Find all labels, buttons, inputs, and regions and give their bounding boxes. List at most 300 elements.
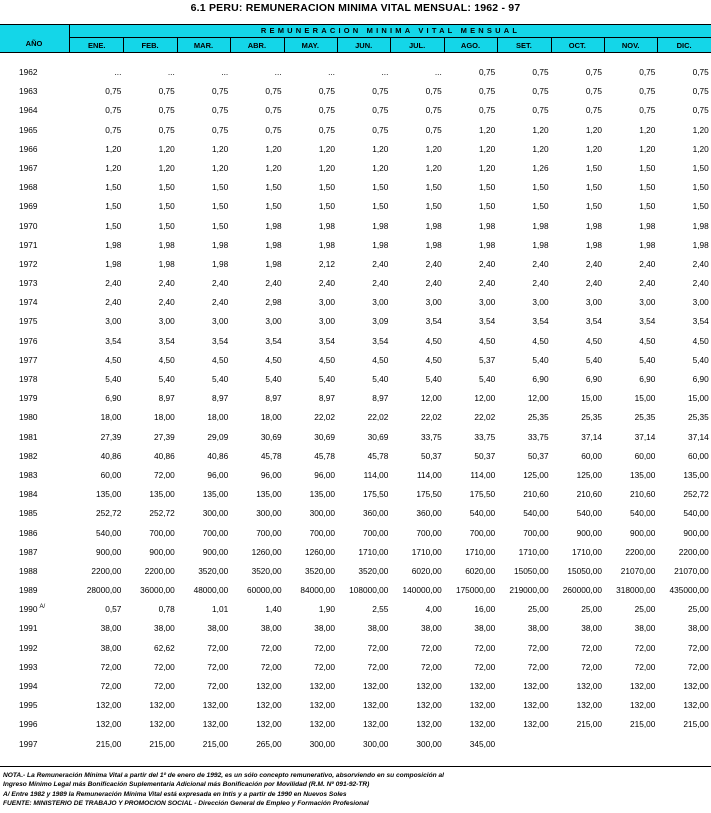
value-cell: 1,90 <box>318 604 335 615</box>
value-cell: 4,50 <box>265 354 282 365</box>
value-cell: 132,00 <box>523 719 549 730</box>
value-cell: 1,50 <box>212 220 229 231</box>
value-cell: 2200,00 <box>678 546 709 557</box>
value-cell: 72,00 <box>100 661 122 672</box>
table-row <box>0 486 711 505</box>
value-cell: ... <box>221 67 229 77</box>
group-column-header: REMUNERACION MINIMA VITAL MENSUAL <box>260 26 521 35</box>
value-cell: 135,00 <box>149 489 175 500</box>
year-cell <box>19 547 37 557</box>
header-bottom-rule <box>0 52 711 53</box>
footnote-marker: A/ <box>39 604 46 611</box>
month-header: OCT. <box>568 41 586 50</box>
value-cell: 1710,00 <box>358 546 389 557</box>
value-cell: 2,55 <box>372 604 389 615</box>
value-cell: 1,50 <box>532 201 549 212</box>
value-cell: 0,75 <box>425 105 442 116</box>
year-label: 1986 <box>19 527 38 538</box>
year-label: 1965 <box>19 124 38 135</box>
month-header: NOV. <box>621 41 640 50</box>
table-row <box>0 505 711 524</box>
value-cell: 1,98 <box>105 258 122 269</box>
value-cell: 0,57 <box>105 604 122 615</box>
footer-note-line: A/ Entre 1982 y 1989 la Remuneración Mínima Vital está expresada en Intis y a partir de 1990 en Nuevos Soles <box>3 790 347 798</box>
year-cell <box>19 201 37 211</box>
value-cell: 36000,00 <box>140 585 175 596</box>
value-cell: ... <box>328 67 335 77</box>
value-cell: 1,98 <box>479 239 496 250</box>
year-cell <box>19 221 37 231</box>
value-cell: 5,40 <box>639 354 656 365</box>
value-cell: 1,50 <box>158 201 175 212</box>
value-cell: 1,98 <box>425 220 442 231</box>
year-label: 1975 <box>19 316 38 327</box>
value-cell: 1,50 <box>105 201 122 212</box>
table-row <box>0 294 711 313</box>
value-cell: 3520,00 <box>198 565 229 576</box>
value-cell: 72,00 <box>154 661 175 672</box>
value-cell: 215,00 <box>683 719 709 730</box>
value-cell: 1,98 <box>639 239 656 250</box>
month-header: ABR. <box>247 41 267 50</box>
value-cell: 1,20 <box>425 143 442 154</box>
value-cell: 700,00 <box>309 527 335 538</box>
value-cell: 175,50 <box>469 489 496 500</box>
value-cell: 37,14 <box>634 431 656 442</box>
year-cell <box>19 336 37 346</box>
value-cell: 2,40 <box>318 278 335 289</box>
month-header: JUN. <box>355 41 373 50</box>
value-cell: 27,39 <box>100 431 122 442</box>
value-cell: 5,40 <box>105 374 122 384</box>
year-column-header: AÑO <box>25 39 43 48</box>
value-cell: 72,00 <box>527 642 549 653</box>
value-cell: 1,50 <box>265 201 282 212</box>
value-cell: 72,00 <box>154 681 175 691</box>
value-cell: 300,00 <box>363 738 389 749</box>
value-cell: 1,98 <box>158 258 175 269</box>
value-cell: 0,75 <box>105 124 122 135</box>
year-cell <box>19 604 45 614</box>
value-cell: 2,12 <box>318 258 335 269</box>
value-cell: 3,54 <box>212 335 229 346</box>
value-cell: 300,00 <box>309 508 335 519</box>
year-label: 1985 <box>19 508 38 519</box>
value-cell: 132,00 <box>576 681 602 691</box>
value-cell: ... <box>434 67 442 77</box>
value-cell: 0,75 <box>532 86 549 97</box>
year-label: 1994 <box>19 681 38 691</box>
value-cell: 132,00 <box>416 700 442 711</box>
value-cell: 16,00 <box>474 604 496 615</box>
header-top-rule <box>0 24 711 25</box>
value-cell: 25,35 <box>634 412 656 423</box>
value-cell: 3,00 <box>318 316 335 327</box>
value-cell: 125,00 <box>523 469 549 480</box>
value-cell: 4,50 <box>639 335 656 346</box>
value-cell: 1,20 <box>639 143 656 154</box>
value-cell: 33,75 <box>421 431 442 442</box>
value-cell: 1,20 <box>585 124 602 135</box>
value-cell: 60,00 <box>688 450 709 461</box>
year-cell <box>19 662 37 672</box>
value-cell: 1710,00 <box>518 546 549 557</box>
value-cell: 0,75 <box>158 124 175 135</box>
value-cell: 1,20 <box>105 143 122 154</box>
table-row <box>0 601 711 620</box>
value-cell: 132,00 <box>202 719 229 730</box>
value-cell: 96,00 <box>314 469 335 480</box>
value-cell: 1,01 <box>212 604 229 615</box>
value-cell: 72,00 <box>474 642 496 653</box>
value-cell: 1,98 <box>532 220 549 231</box>
value-cell: 132,00 <box>309 700 335 711</box>
value-cell: 5,40 <box>212 374 229 384</box>
value-cell: 18,00 <box>100 412 122 423</box>
year-label: 1997 <box>19 738 38 749</box>
value-cell: 21070,00 <box>674 565 709 576</box>
value-cell: 0,75 <box>372 124 389 135</box>
value-cell: 0,75 <box>692 86 709 97</box>
value-cell: 210,60 <box>523 489 549 500</box>
value-cell: 1,98 <box>692 220 709 231</box>
year-cell <box>19 623 37 633</box>
value-cell: 0,75 <box>692 67 709 77</box>
year-cell <box>19 643 37 653</box>
value-cell: 38,00 <box>100 623 122 634</box>
value-cell: 60,00 <box>100 469 122 480</box>
value-cell: 1710,00 <box>411 546 442 557</box>
table-row <box>0 736 711 755</box>
value-cell: 1,98 <box>265 239 282 250</box>
value-cell: 3,54 <box>479 316 496 327</box>
value-cell: 0,75 <box>532 105 549 116</box>
value-cell: 8,97 <box>318 393 335 404</box>
value-cell: 1,98 <box>692 239 709 250</box>
value-cell: 50,37 <box>421 450 442 461</box>
value-cell: 3520,00 <box>358 565 389 576</box>
value-cell: 0,75 <box>158 86 175 97</box>
value-cell: 1260,00 <box>251 546 282 557</box>
value-cell: 0,75 <box>265 86 282 97</box>
value-cell: 40,86 <box>100 450 122 461</box>
value-cell: 72,00 <box>314 661 335 672</box>
value-cell: 700,00 <box>149 527 175 538</box>
value-cell: 1,98 <box>158 239 175 250</box>
year-cell <box>19 508 37 518</box>
table-row <box>0 102 711 121</box>
value-cell: 132,00 <box>96 719 122 730</box>
year-label: 1966 <box>19 143 38 154</box>
value-cell: 215,00 <box>96 738 122 749</box>
value-cell: 1,98 <box>372 239 389 250</box>
value-cell: 1,20 <box>479 143 496 154</box>
value-cell: 4,50 <box>479 335 496 346</box>
value-cell: 132,00 <box>256 719 282 730</box>
value-cell: 2,40 <box>479 258 496 269</box>
value-cell: 72,00 <box>367 642 389 653</box>
value-cell: 0,75 <box>425 124 442 135</box>
value-cell: 1,50 <box>692 201 709 212</box>
table-row <box>0 390 711 409</box>
value-cell: 1,40 <box>265 604 282 615</box>
table-row <box>0 371 711 390</box>
table-row <box>0 467 711 486</box>
value-cell: 1,98 <box>105 239 122 250</box>
value-cell: 132,00 <box>469 700 496 711</box>
table-row <box>0 333 711 352</box>
year-label: 1978 <box>19 374 38 384</box>
value-cell: 3,00 <box>158 316 175 327</box>
value-cell: 132,00 <box>363 719 389 730</box>
year-label: 1962 <box>19 67 38 77</box>
value-cell: 0,75 <box>265 124 282 135</box>
value-cell: 6,90 <box>585 374 602 384</box>
table-row <box>0 198 711 217</box>
value-cell: 1,20 <box>105 162 122 173</box>
year-label: 1974 <box>19 297 38 308</box>
value-cell: 3,54 <box>532 316 549 327</box>
month-divider <box>337 37 338 52</box>
year-label: 1963 <box>19 86 38 97</box>
value-cell: 25,00 <box>634 604 656 615</box>
year-label: 1989 <box>19 585 38 596</box>
value-cell: 1,20 <box>318 143 335 154</box>
value-cell: 132,00 <box>523 700 549 711</box>
value-cell: 72,00 <box>688 642 709 653</box>
value-cell: 135,00 <box>683 469 709 480</box>
year-cell <box>19 163 37 173</box>
year-label: 1968 <box>19 182 38 193</box>
month-divider <box>177 37 178 52</box>
value-cell: 40,86 <box>154 450 175 461</box>
value-cell: 1,98 <box>318 239 335 250</box>
year-label: 1992 <box>19 642 38 653</box>
value-cell: 700,00 <box>469 527 496 538</box>
value-cell: 1,50 <box>372 201 389 212</box>
value-cell: 1,20 <box>532 143 549 154</box>
month-divider <box>444 37 445 52</box>
month-header: DIC. <box>676 41 692 50</box>
value-cell: 3520,00 <box>251 565 282 576</box>
value-cell: 0,75 <box>639 86 656 97</box>
value-cell: 175,50 <box>416 489 442 500</box>
value-cell: 37,14 <box>581 431 602 442</box>
value-cell: 700,00 <box>363 527 389 538</box>
value-cell: 125,00 <box>576 469 602 480</box>
value-cell: 22,02 <box>421 412 442 423</box>
value-cell: 2,40 <box>158 278 175 289</box>
value-cell: 2200,00 <box>625 546 656 557</box>
value-cell: 1,50 <box>479 201 496 212</box>
value-cell: 8,97 <box>265 393 282 404</box>
value-cell: 1,98 <box>639 220 656 231</box>
footer-note-line: FUENTE: MINISTERIO DE TRABAJO Y PROMOCION SOCIAL - Dirección General de Empleo y Formación Profesional <box>3 799 369 807</box>
value-cell: 4,50 <box>212 354 229 365</box>
value-cell: 5,40 <box>425 374 442 384</box>
table-row <box>0 122 711 141</box>
year-cell <box>19 86 37 96</box>
year-label: 1987 <box>19 546 38 557</box>
value-cell: 0,75 <box>265 105 282 116</box>
table-row <box>0 160 711 179</box>
value-cell: 5,40 <box>585 354 602 365</box>
value-cell: 72,00 <box>207 661 229 672</box>
value-cell: 0,75 <box>692 105 709 116</box>
value-cell: 33,75 <box>474 431 496 442</box>
value-cell: 132,00 <box>202 700 229 711</box>
value-cell: 132,00 <box>309 719 335 730</box>
value-cell: 15050,00 <box>567 565 602 576</box>
value-cell: 60000,00 <box>246 585 282 596</box>
value-cell: 1,26 <box>532 162 549 173</box>
value-cell: 1,20 <box>212 143 229 154</box>
year-label: 1980 <box>19 412 38 423</box>
value-cell: 84000,00 <box>300 585 335 596</box>
table-row <box>0 352 711 371</box>
year-label: 1996 <box>19 719 38 730</box>
year-cell <box>19 719 37 729</box>
value-cell: 265,00 <box>256 738 282 749</box>
value-cell: 3,00 <box>639 297 656 308</box>
table-row <box>0 429 711 448</box>
value-cell: 3,00 <box>585 297 602 308</box>
year-label: 1964 <box>19 105 38 116</box>
value-cell: 72,00 <box>634 642 656 653</box>
value-cell: 25,35 <box>527 412 549 423</box>
value-cell: 4,50 <box>105 354 122 365</box>
value-cell: 1,50 <box>372 182 389 193</box>
value-cell: 3,54 <box>158 335 175 346</box>
value-cell: 72,00 <box>634 661 656 672</box>
value-cell: 72,00 <box>367 661 389 672</box>
year-label: 1979 <box>19 393 38 404</box>
value-cell: 3,54 <box>265 335 282 346</box>
table-row <box>0 179 711 198</box>
value-cell: 38,00 <box>100 642 122 653</box>
value-cell: 3,00 <box>265 316 282 327</box>
value-cell: 210,60 <box>630 489 656 500</box>
value-cell: 3,54 <box>639 316 656 327</box>
value-cell: 38,00 <box>634 623 656 634</box>
year-label: 1976 <box>19 335 38 346</box>
value-cell: 27,39 <box>154 431 175 442</box>
value-cell: 72,00 <box>688 661 709 672</box>
value-cell: 3,54 <box>692 316 709 327</box>
value-cell: 1,98 <box>479 220 496 231</box>
value-cell: 5,40 <box>692 354 709 365</box>
value-cell: 40,86 <box>207 450 229 461</box>
year-cell <box>19 67 37 77</box>
value-cell: 300,00 <box>256 508 282 519</box>
value-cell: 25,00 <box>581 604 602 615</box>
value-cell: 38,00 <box>314 623 335 634</box>
data-table-body <box>0 64 711 755</box>
value-cell: 2,40 <box>212 278 229 289</box>
value-cell: 21070,00 <box>620 565 656 576</box>
value-cell: ... <box>381 67 389 77</box>
value-cell: 0,75 <box>158 105 175 116</box>
value-cell: 38,00 <box>581 623 602 634</box>
year-cell <box>19 412 37 422</box>
value-cell: 1,20 <box>692 124 709 135</box>
value-cell: 25,35 <box>688 412 709 423</box>
value-cell: 3,00 <box>692 297 709 308</box>
value-cell: 700,00 <box>523 527 549 538</box>
value-cell: 140000,00 <box>402 585 442 596</box>
value-cell: 22,02 <box>314 412 335 423</box>
year-cell <box>19 739 37 749</box>
value-cell: 12,00 <box>421 393 442 404</box>
value-cell: 1,20 <box>318 162 335 173</box>
value-cell: 3,00 <box>372 297 389 308</box>
value-cell: 132,00 <box>683 700 709 711</box>
value-cell: 132,00 <box>416 719 442 730</box>
value-cell: 132,00 <box>149 700 175 711</box>
year-label: 1967 <box>19 162 38 173</box>
value-cell: 0,75 <box>479 86 496 97</box>
year-label: 1982 <box>19 450 38 461</box>
value-cell: 2,40 <box>265 278 282 289</box>
value-cell: 72,00 <box>100 681 122 691</box>
value-cell: 1,50 <box>639 201 656 212</box>
value-cell: 135,00 <box>630 469 656 480</box>
value-cell: 15,00 <box>688 393 709 404</box>
table-row <box>0 83 711 102</box>
value-cell: 1260,00 <box>304 546 335 557</box>
value-cell: 252,72 <box>96 508 122 519</box>
value-cell: 1,20 <box>532 124 549 135</box>
value-cell: 2,40 <box>158 297 175 308</box>
value-cell: 1,50 <box>585 182 602 193</box>
value-cell: 252,72 <box>149 508 175 519</box>
value-cell: 1,98 <box>585 239 602 250</box>
value-cell: 132,00 <box>363 700 389 711</box>
value-cell: 2,40 <box>425 278 442 289</box>
value-cell: 1,50 <box>212 201 229 212</box>
table-row <box>0 563 711 582</box>
year-cell <box>19 451 37 461</box>
value-cell: 0,78 <box>158 604 175 615</box>
value-cell: 6020,00 <box>465 565 496 576</box>
value-cell: 114,00 <box>470 469 496 480</box>
year-label: 1983 <box>19 469 38 480</box>
year-label: 1991 <box>19 623 38 634</box>
value-cell: 2,40 <box>479 278 496 289</box>
value-cell: 2,40 <box>585 258 602 269</box>
value-cell: 360,00 <box>363 508 389 519</box>
value-cell: 25,00 <box>527 604 549 615</box>
year-cell <box>19 240 37 250</box>
month-header: MAY. <box>301 41 319 50</box>
value-cell: 900,00 <box>96 546 122 557</box>
value-cell: 0,75 <box>639 67 656 77</box>
value-cell: 1,50 <box>425 182 442 193</box>
table-row <box>0 64 711 83</box>
year-cell <box>19 355 37 365</box>
value-cell: 6,90 <box>532 374 549 384</box>
value-cell: 1,50 <box>318 201 335 212</box>
value-cell: 215,00 <box>149 738 175 749</box>
year-cell <box>19 374 37 384</box>
value-cell: 1,98 <box>212 239 229 250</box>
value-cell: 132,00 <box>416 681 442 691</box>
value-cell: 15050,00 <box>513 565 549 576</box>
value-cell: 132,00 <box>469 681 496 691</box>
table-row <box>0 256 711 275</box>
value-cell: 1,98 <box>318 220 335 231</box>
value-cell: 215,00 <box>202 738 229 749</box>
